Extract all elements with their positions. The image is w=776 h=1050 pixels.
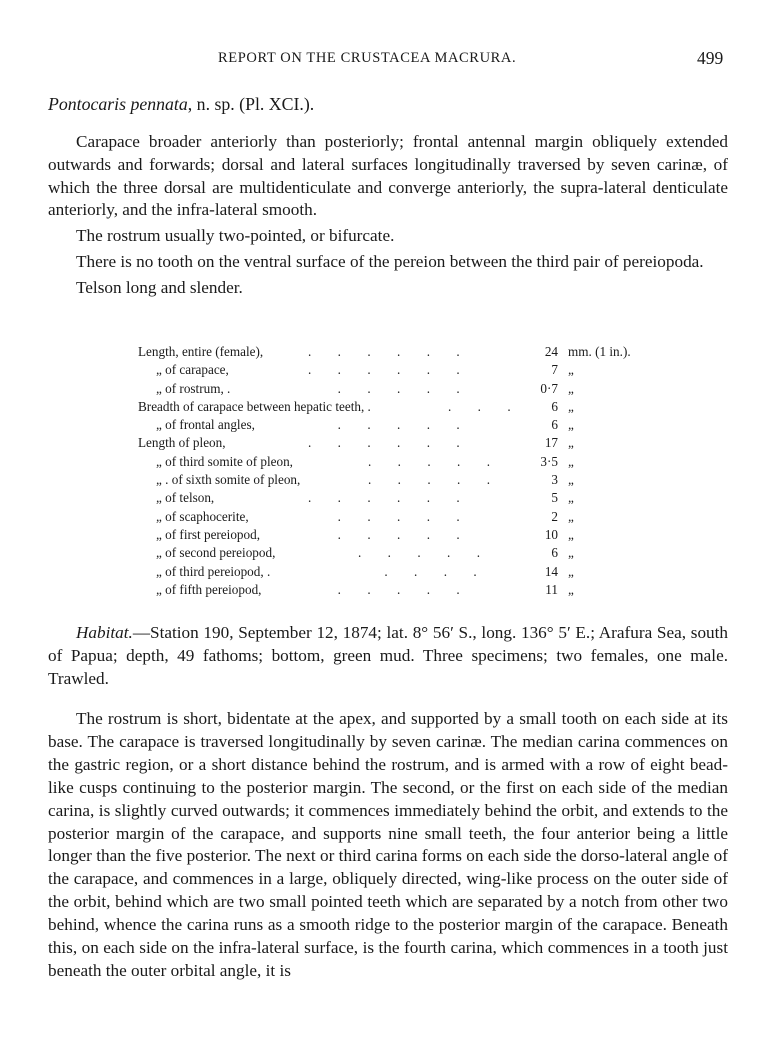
measurement-label: „ of third somite of pleon, — [156, 453, 293, 469]
table-row — [138, 582, 658, 600]
measurement-label: „ of rostrum, . — [156, 380, 231, 396]
measurement-unit: „ — [568, 563, 574, 579]
measurement-unit: „ — [568, 380, 574, 396]
description-paragraph: The rostrum is short, bidentate at the apex, and supported by a small tooth on each side at its base. The carapace is traversed longitudinally by seven carinæ. The median carina commences on the gastric region, or a short distance behind the rostrum, and is armed with a row of eight bead-like cusps continuing to the posterior margin. The second, or the first on each side of the median carina, is slightly curved outwards; it commences immediately behind the orbit, and extends to the posterior margin of the carapace, and supports nine small teeth, the four anterior being a little longer than the five posterior. The next or third carina forms on each side the dorso-lateral angle of the carapace, and commences in a large, obliquely directed, wing-like process on the outer side of the orbit, behind which are two small pointed teeth which are separated by a notch from other two behind, whence the carina runs as a smooth ridge to the posterior margin of the carapace. Beneath this, on each side on the infra-lateral surface, is the fourth carina, which commences in a tooth just beneath the outer orbital angle, it is — [48, 709, 728, 980]
table-row — [138, 564, 658, 582]
table-row — [138, 472, 658, 490]
measurement-unit: „ — [568, 490, 574, 506]
measurement-value: 17 — [544, 435, 558, 451]
measurement-label: Breadth of carapace between hepatic teeth, . — [138, 398, 371, 414]
measurement-unit: „ — [568, 545, 574, 561]
dot-leader: . . . . . — [308, 581, 460, 597]
diagnosis-paragraph: Carapace broader anteriorly than posteriorly; frontal antennal margin obliquely extended outwards and forwards; dorsal and lateral surfaces longitudinally traversed by seven carinæ, of which the three dorsal are multidenticulate and converge anteriorly, the supra-lateral denticulate anteriorly, and the infra-lateral smooth. — [48, 132, 728, 220]
diagnosis-section — [48, 131, 728, 303]
measurement-label: „ of scaphocerite, — [156, 508, 249, 524]
measurement-label: „ of frontal angles, — [156, 417, 255, 433]
table-row — [138, 417, 658, 435]
measurement-label: „ of carapace, — [156, 362, 229, 378]
species-reference: , n. sp. (Pl. XCI.). — [187, 94, 315, 114]
dot-leader: . . . . . . — [308, 490, 460, 506]
measurement-label: „ of third pereiopod, . — [156, 563, 271, 579]
diagnosis-paragraph: The rostrum usually two-pointed, or bifurcate. — [76, 226, 395, 246]
dot-leader: . . . . . — [358, 545, 480, 561]
species-heading — [48, 93, 728, 116]
diagnosis-paragraph: There is no tooth on the ventral surface of the pereion between the third pair of pereiopoda. — [76, 251, 704, 271]
dot-leader: . . . . . . — [308, 435, 460, 451]
diagnosis-paragraph: Telson long and slender. — [76, 277, 243, 297]
dot-leader: . . . . . — [308, 526, 460, 542]
measurement-unit: „ — [568, 362, 574, 378]
dot-leader: . . . . . — [368, 472, 490, 488]
page-header — [0, 50, 776, 74]
measurement-value: 6 — [551, 398, 558, 414]
table-row — [138, 527, 658, 545]
species-name: Pontocaris pennata — [48, 94, 188, 114]
measurement-value: 6 — [551, 545, 558, 561]
table-row — [138, 381, 658, 399]
measurement-value: 3·5 — [540, 453, 558, 469]
measurement-unit: „ — [568, 398, 574, 414]
measurement-value: 7 — [551, 362, 558, 378]
table-row — [138, 435, 658, 453]
measurement-label: Length, entire (female), — [138, 344, 264, 359]
measurement-unit: mm. (1 in.). — [568, 344, 631, 359]
measurement-label: „ . of sixth somite of pleon, — [156, 472, 301, 488]
measurement-value: 5 — [551, 490, 558, 506]
dot-leader: . . . . . — [368, 453, 490, 469]
page-number: 499 — [697, 48, 724, 68]
measurement-value: 10 — [544, 526, 558, 542]
measurement-value: 24 — [544, 344, 558, 359]
measurement-value: 2 — [551, 508, 558, 524]
table-row — [138, 399, 658, 417]
dot-leader: . . . . . . — [308, 344, 460, 359]
table-row — [138, 490, 658, 508]
habitat-text: —Station 190, September 12, 1874; lat. 8° 56′ S., long. 136° 5′ E.; Arafura Sea, south of Papua; depth, 49 fathoms; bottom, green mud. Three specimens; two females, one male. Trawled. — [48, 623, 728, 688]
measurement-value: 11 — [545, 581, 558, 597]
measurement-unit: „ — [568, 453, 574, 469]
measurement-value: 6 — [551, 417, 558, 433]
measurement-unit: „ — [568, 508, 574, 524]
measurement-label: „ of fifth pereiopod, — [156, 581, 262, 597]
dot-leader: . . . . . — [308, 417, 460, 433]
measurement-label: „ of second pereiopod, — [156, 545, 276, 561]
table-row — [138, 344, 658, 362]
measurements-table — [138, 344, 658, 600]
measurement-label: „ of first pereiopod, — [156, 526, 260, 542]
description-section — [48, 708, 728, 986]
measurement-value: 14 — [544, 563, 558, 579]
measurement-value: 3 — [551, 472, 558, 488]
measurement-unit: „ — [568, 417, 574, 433]
dot-leader: . . . . . . — [308, 362, 460, 378]
dot-leader: . . . — [448, 398, 511, 414]
measurement-label: „ of telson, — [156, 490, 215, 506]
running-head: REPORT ON THE CRUSTACEA MACRURA. — [218, 50, 517, 66]
table-row — [138, 362, 658, 380]
dot-leader: . . . . — [358, 563, 477, 579]
dot-leader: . . . . . — [308, 508, 460, 524]
habitat-lead: Habitat. — [76, 623, 133, 642]
dot-leader: . . . . . — [308, 380, 460, 396]
habitat-section — [48, 622, 728, 693]
measurement-unit: „ — [568, 435, 574, 451]
table-row — [138, 454, 658, 472]
measurement-value: 0·7 — [540, 380, 558, 396]
habitat-paragraph — [48, 622, 728, 690]
table-row — [138, 545, 658, 563]
table-row — [138, 509, 658, 527]
measurement-unit: „ — [568, 526, 574, 542]
measurement-unit: „ — [568, 472, 574, 488]
measurement-label: Length of pleon, — [138, 435, 226, 451]
measurement-unit: „ — [568, 581, 574, 597]
